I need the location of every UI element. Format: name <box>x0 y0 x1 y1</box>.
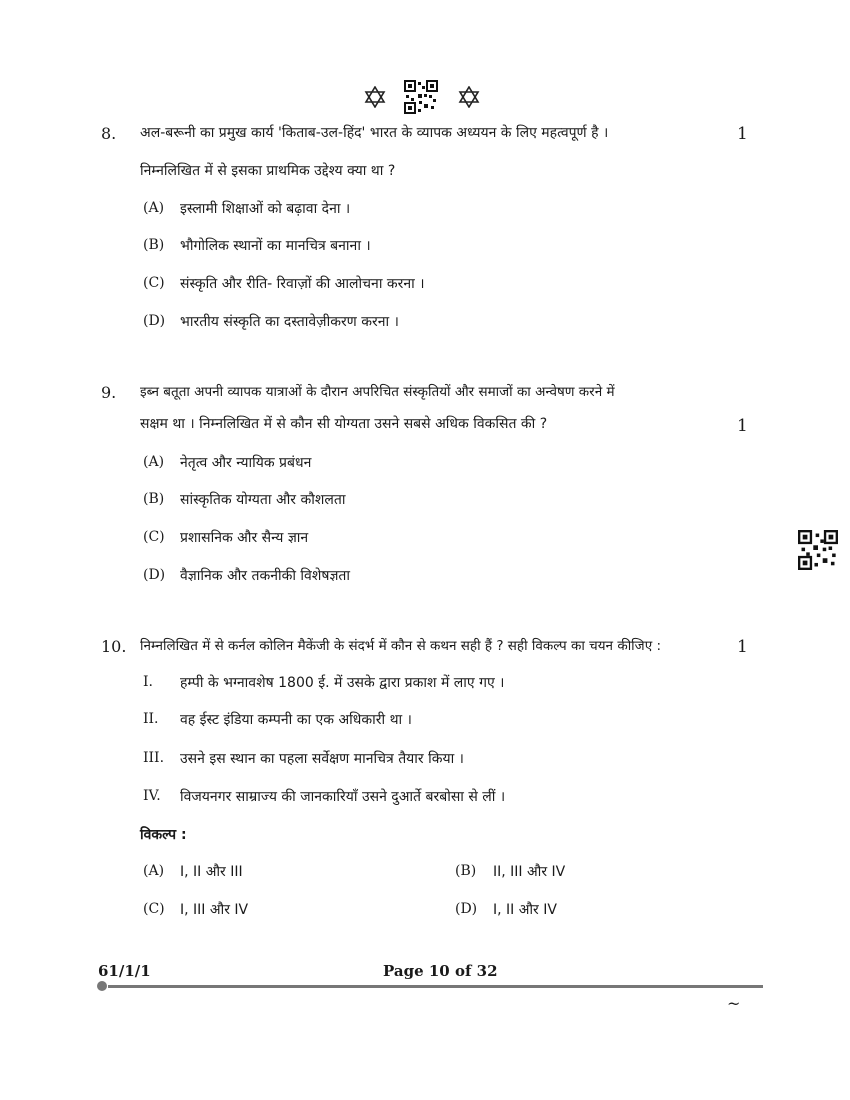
footer-rule <box>108 985 763 988</box>
options-heading: विकल्प : <box>140 827 187 843</box>
question-text-line2: सक्षम था । निम्नलिखित में से कौन सी योग्यता उसने सबसे अधिक विकसित की ? <box>140 416 548 432</box>
statement-text: विजयनगर साम्राज्य की जानकारियाँ उसने दुआर्ते बरबोसा से लीं । <box>180 789 506 805</box>
option-label: (D) <box>455 901 478 917</box>
star-of-david-icon <box>458 86 480 108</box>
statement-label: III. <box>143 750 165 766</box>
option-label: (B) <box>143 491 165 507</box>
option-text: I, II और IV <box>493 902 557 918</box>
footer-rule-dot <box>97 981 107 991</box>
option-text: प्रशासनिक और सैन्य ज्ञान <box>180 530 309 546</box>
paper-code: 61/1/1 <box>98 962 151 980</box>
option-label: (A) <box>143 863 165 879</box>
option-label: (B) <box>143 237 165 253</box>
statement-text: उसने इस स्थान का पहला सर्वेक्षण मानचित्र तैयार किया । <box>180 751 464 767</box>
marks: 1 <box>737 416 748 436</box>
qr-code-icon <box>798 530 838 570</box>
option-label: (A) <box>143 200 165 216</box>
question-number: 9. <box>101 383 117 402</box>
statement-text: हम्पी के भग्नावशेष 1800 ई. में उसके द्वारा प्रकाश में लाए गए । <box>180 675 505 691</box>
marks: 1 <box>737 637 748 657</box>
option-text: वैज्ञानिक और तकनीकी विशेषज्ञता <box>180 568 351 584</box>
option-label: (B) <box>455 863 477 879</box>
option-label: (C) <box>143 275 165 291</box>
option-text: इस्लामी शिक्षाओं को बढ़ावा देना । <box>180 201 351 217</box>
question-number: 8. <box>101 124 117 143</box>
question-text: अल-बरूनी का प्रमुख कार्य 'किताब-उल-हिंद' भारत के व्यापक अध्ययन के लिए महत्वपूर्ण है । <box>140 125 609 141</box>
question-text: इब्न बतूता अपनी व्यापक यात्राओं के दौरान अपरिचित संस्कृतियों और समाजों का अन्वेषण करने में <box>140 384 615 400</box>
star-of-david-icon <box>364 86 386 108</box>
qr-code-icon <box>404 80 438 114</box>
option-text: नेतृत्व और न्यायिक प्रबंधन <box>180 455 312 471</box>
question-text: निम्नलिखित में से कर्नल कोलिन मैकेंजी के संदर्भ में कौन से कथन सही हैं ? सही विकल्प का चयन कीजिए : <box>140 638 662 654</box>
statement-text: वह ईस्ट इंडिया कम्पनी का एक अधिकारी था । <box>180 712 412 728</box>
option-text: II, III और IV <box>493 864 566 880</box>
marks: 1 <box>737 124 748 144</box>
question-text-line2: निम्नलिखित में से इसका प्राथमिक उद्देश्य क्या था ? <box>140 163 396 179</box>
statement-label: IV. <box>143 788 161 804</box>
page-number: Page 10 of 32 <box>383 962 498 980</box>
statement-label: II. <box>143 711 159 727</box>
option-text: सांस्कृतिक योग्यता और कौशलता <box>180 492 346 508</box>
option-label: (D) <box>143 313 166 329</box>
option-text: I, II और III <box>180 864 243 880</box>
option-text: संस्कृति और रीति- रिवाज़ों की आलोचना करना । <box>180 276 425 292</box>
option-label: (C) <box>143 901 165 917</box>
option-label: (A) <box>143 454 165 470</box>
option-text: भौगोलिक स्थानों का मानचित्र बनाना । <box>180 238 371 254</box>
option-text: भारतीय संस्कृति का दस्तावेज़ीकरण करना । <box>180 314 399 330</box>
option-label: (C) <box>143 529 165 545</box>
option-label: (D) <box>143 567 166 583</box>
statement-label: I. <box>143 674 153 690</box>
footer-tilde: ~ <box>727 994 741 1013</box>
option-text: I, III और IV <box>180 902 249 918</box>
question-number: 10. <box>101 637 127 656</box>
